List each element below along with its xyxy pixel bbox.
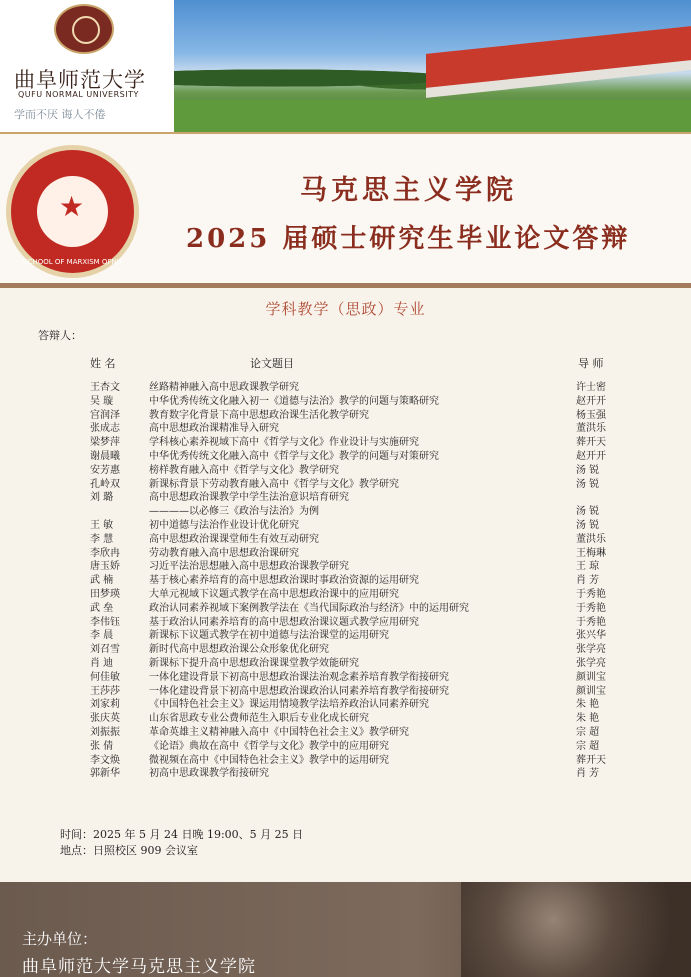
school-badge-icon xyxy=(6,145,139,278)
thesis-title: 新课标背景下劳动教育融入高中《哲学与文化》教学研究 xyxy=(149,478,399,490)
table-row xyxy=(0,519,691,533)
thesis-title: 习近平法治思想融入高中思想政治课教学研究 xyxy=(149,561,349,573)
advisor-name: 杨玉强 xyxy=(576,409,606,421)
advisor-name: 葬开天 xyxy=(576,754,606,766)
column-header-advisor: 导 师 xyxy=(578,357,604,370)
thesis-title: 新课标下议题式教学在初中道德与法治课堂的运用研究 xyxy=(149,630,389,642)
student-name: 王 敏 xyxy=(90,519,114,531)
table-row xyxy=(0,754,691,768)
student-name: 唐玉娇 xyxy=(90,561,120,573)
badge-text: SCHOOL OF MARXISM QFNU xyxy=(23,258,122,266)
advisor-name: 董洪乐 xyxy=(576,533,606,545)
thesis-title: 高中思想政治课教学中学生法治意识培育研究 xyxy=(149,492,349,504)
table-row xyxy=(0,547,691,561)
student-name: 王杏文 xyxy=(90,382,120,393)
university-name-cn: 曲阜师范大学 xyxy=(14,68,146,92)
advisor-name: 宗 超 xyxy=(576,740,600,752)
advisor-name: 张学亮 xyxy=(576,657,606,669)
header-bar xyxy=(0,0,691,138)
thesis-title: 山东省思政专业公费师范生入职后专业化成长研究 xyxy=(149,713,369,725)
student-name: 刘振振 xyxy=(90,726,120,738)
university-motto: 学而不厌 诲人不倦 xyxy=(14,108,106,121)
student-name: 王莎莎 xyxy=(90,685,120,697)
thesis-title: 初中道德与法治作业设计优化研究 xyxy=(149,519,299,531)
major-heading: 学科教学（思政）专业 xyxy=(265,300,426,318)
table-row xyxy=(0,643,691,657)
thesis-title: 高中思想政治课精准导入研究 xyxy=(149,423,279,435)
student-name: 郭新华 xyxy=(90,768,120,780)
event-info xyxy=(60,827,303,859)
table-row xyxy=(0,629,691,643)
thesis-title: 一体化建设背景下初高中思想政治课法治观念素养培育教学衔接研究 xyxy=(149,671,449,683)
thesis-title: 基于政治认同素养培育的高中思想政治课议题式教学应用研究 xyxy=(149,616,419,628)
student-name: 张成志 xyxy=(90,423,120,435)
thesis-title: 新时代高中思想政治课公众形象优化研究 xyxy=(149,644,329,656)
advisor-name: 于秀艳 xyxy=(576,588,606,600)
table-row xyxy=(0,685,691,699)
student-name: 吴 璇 xyxy=(90,395,114,407)
thesis-title: 政治认同素养视域下案例教学法在《当代国际政治与经济》中的运用研究 xyxy=(149,602,469,614)
advisor-name: 于秀艳 xyxy=(576,616,606,628)
student-name: 何佳敏 xyxy=(90,671,120,683)
student-name: 刘 璐 xyxy=(90,492,114,504)
student-name: 张庆英 xyxy=(90,713,120,725)
table-row xyxy=(0,671,691,685)
student-name: 宫润泽 xyxy=(90,409,120,421)
student-name: 田梦瑛 xyxy=(90,588,120,600)
table-row xyxy=(0,740,691,754)
table-row xyxy=(0,381,691,395)
advisor-name: 肖 芳 xyxy=(576,575,600,587)
advisor-name: 赵开开 xyxy=(576,395,606,407)
table-row xyxy=(0,560,691,574)
university-logo-block xyxy=(0,0,173,132)
student-name: 李 慧 xyxy=(90,533,114,545)
table-row xyxy=(0,574,691,588)
student-name: 武 垒 xyxy=(90,602,114,614)
student-name: 安芳惠 xyxy=(90,464,120,476)
event-time: 时间：2025 年 5 月 24 日晚 19:00、5 月 25 日 xyxy=(60,828,304,841)
title-divider xyxy=(0,283,691,288)
table-row xyxy=(0,450,691,464)
thesis-title: 中华优秀传统文化融入高中《哲学与文化》教学的问题与对策研究 xyxy=(149,450,439,462)
table-row xyxy=(0,505,691,519)
advisor-name: 许士密 xyxy=(576,382,606,393)
advisor-name: 颜训宝 xyxy=(576,671,606,683)
table-row xyxy=(0,726,691,740)
student-name: 武 楠 xyxy=(90,575,114,587)
student-name: 梁梦萍 xyxy=(90,437,120,449)
host-label: 主办单位： xyxy=(22,930,98,948)
lawn-shape xyxy=(174,100,691,132)
thesis-title: 丝路精神融入高中思政课教学研究 xyxy=(149,382,299,393)
advisor-name: 赵开开 xyxy=(576,450,606,462)
stone-carving-image xyxy=(461,882,691,977)
table-row xyxy=(0,616,691,630)
advisor-name: 张学亮 xyxy=(576,644,606,656)
advisor-name: 汤 锐 xyxy=(576,464,600,476)
advisor-name: 汤 锐 xyxy=(576,506,600,518)
advisor-name: 宗 超 xyxy=(576,726,600,738)
advisor-name: 朱 艳 xyxy=(576,699,600,711)
advisor-name: 朱 艳 xyxy=(576,713,600,725)
table-row xyxy=(0,436,691,450)
advisor-name: 肖 芳 xyxy=(576,768,600,780)
defense-list xyxy=(0,381,691,781)
thesis-title: 革命英雄主义精神融入高中《中国特色社会主义》教学研究 xyxy=(149,726,409,738)
advisor-name: 颜训宝 xyxy=(576,685,606,697)
advisor-name: 汤 锐 xyxy=(576,478,600,490)
table-row xyxy=(0,698,691,712)
student-name: 刘家莉 xyxy=(90,699,120,711)
table-row xyxy=(0,588,691,602)
thesis-title: ————以必修三《政治与法治》为例 xyxy=(149,506,319,518)
thesis-title: 榜样教育融入高中《哲学与文化》教学研究 xyxy=(149,464,339,476)
thesis-title: 中华优秀传统文化融入初一《道德与法治》教学的问题与策略研究 xyxy=(149,395,439,407)
thesis-title: 教育数字化背景下高中思想政治课生活化教学研究 xyxy=(149,409,369,421)
advisor-name: 葬开天 xyxy=(576,437,606,449)
table-row xyxy=(0,409,691,423)
table-row xyxy=(0,478,691,492)
table-row xyxy=(0,491,691,505)
host-name: 曲阜师范大学马克思主义学院 xyxy=(22,957,256,977)
student-name: 张 倩 xyxy=(90,740,114,752)
table-row xyxy=(0,767,691,781)
advisor-name: 汤 锐 xyxy=(576,519,600,531)
thesis-title: 大单元视域下议题式教学在高中思想政治课中的应用研究 xyxy=(149,588,399,600)
respondent-label: 答辩人： xyxy=(38,329,82,342)
advisor-name: 董洪乐 xyxy=(576,423,606,435)
table-row xyxy=(0,657,691,671)
thesis-title: 《论语》典故在高中《哲学与文化》教学中的应用研究 xyxy=(149,740,389,752)
column-header-name: 姓 名 xyxy=(90,357,116,370)
table-row xyxy=(0,422,691,436)
university-name-en: QUFU NORMAL UNIVERSITY xyxy=(18,90,139,99)
thesis-title: 新课标下提升高中思想政治课课堂教学效能研究 xyxy=(149,657,359,669)
student-name: 李伟钰 xyxy=(90,616,120,628)
table-row xyxy=(0,712,691,726)
student-name: 李 晨 xyxy=(90,630,114,642)
student-name: 谢晨曦 xyxy=(90,450,120,462)
page-title-line2: 2025 届硕士研究生毕业论文答辩 xyxy=(186,224,631,254)
student-name: 肖 迪 xyxy=(90,657,114,669)
student-name: 孔岭双 xyxy=(90,478,120,490)
university-seal-icon xyxy=(54,4,114,54)
page-title-line1: 马克思主义学院 xyxy=(300,175,517,206)
student-name: 刘召雪 xyxy=(90,644,120,656)
advisor-name: 于秀艳 xyxy=(576,602,606,614)
student-name: 李欣冉 xyxy=(90,547,120,559)
thesis-title: 初高中思政课教学衔接研究 xyxy=(149,768,269,780)
thesis-title: 《中国特色社会主义》课运用情境教学法培养政治认同素养研究 xyxy=(149,699,429,711)
thesis-title: 基于核心素养培育的高中思想政治课时事政治资源的运用研究 xyxy=(149,575,419,587)
table-row xyxy=(0,533,691,547)
thesis-title: 高中思想政治课课堂师生有效互动研究 xyxy=(149,533,319,545)
student-name: 李文焕 xyxy=(90,754,120,766)
event-place: 地点：日照校区 909 会议室 xyxy=(60,844,198,857)
thesis-title: 学科核心素养视域下高中《哲学与文化》作业设计与实施研究 xyxy=(149,437,419,449)
thesis-title: 微视频在高中《中国特色社会主义》教学中的运用研究 xyxy=(149,754,389,766)
table-row xyxy=(0,395,691,409)
column-header-title: 论文题目 xyxy=(250,357,294,370)
campus-photo xyxy=(174,0,691,132)
thesis-title: 一体化建设背景下初高中思想政治课政治认同素养培育教学衔接研究 xyxy=(149,685,449,697)
advisor-name: 张兴华 xyxy=(576,630,606,642)
table-row xyxy=(0,464,691,478)
thesis-title: 劳动教育融入高中思想政治课研究 xyxy=(149,547,299,559)
table-row xyxy=(0,602,691,616)
advisor-name: 王 琼 xyxy=(576,561,600,573)
badge-emblem-icon xyxy=(37,176,108,247)
advisor-name: 王梅琳 xyxy=(576,547,606,559)
